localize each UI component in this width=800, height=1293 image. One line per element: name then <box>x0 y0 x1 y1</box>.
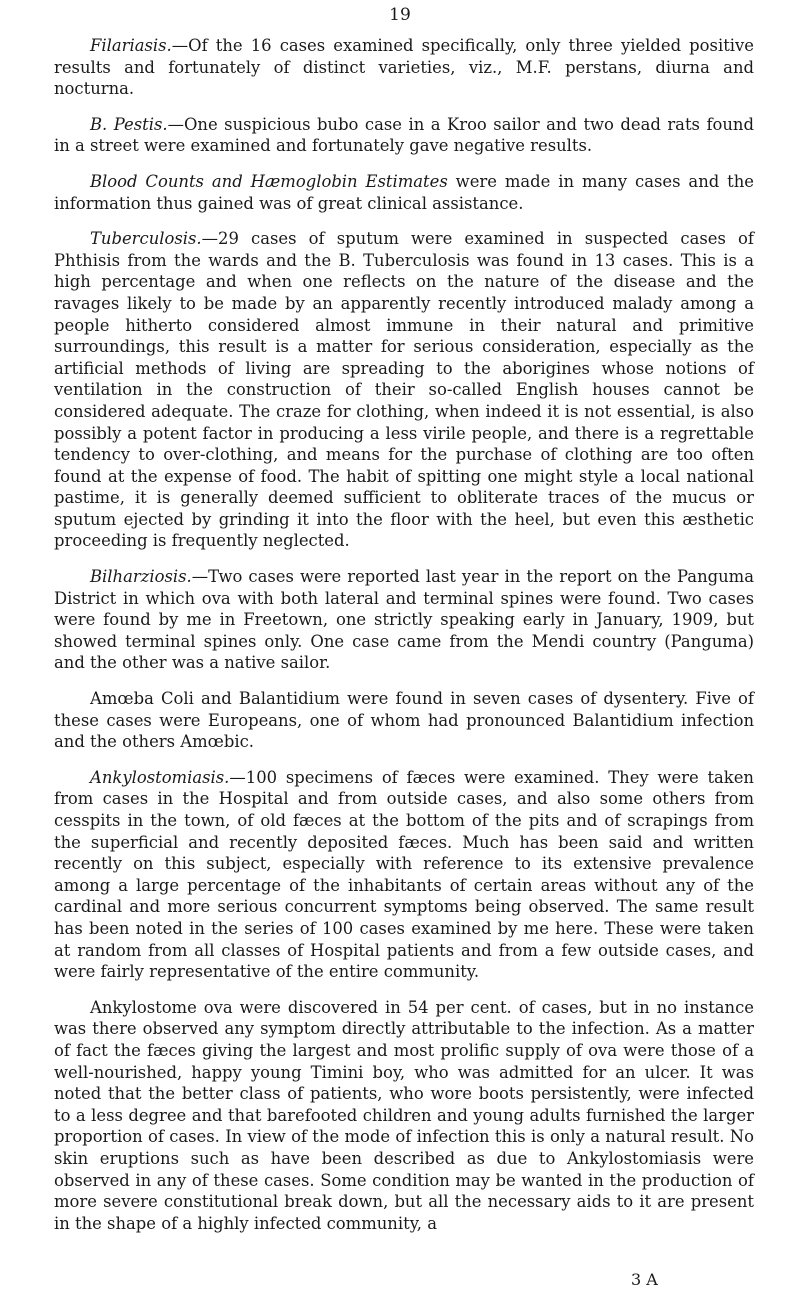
paragraph-pestis <box>54 114 754 157</box>
heading-bilharziosis: Bilharziosis. <box>90 567 192 587</box>
page-number: 19 <box>389 5 411 25</box>
text-filariasis: —Of the 16 cases examined specifically, only three yielded positive results and fortunately of distinct varieties, viz., M.F. perstans, diurna and nocturna. <box>54 36 754 99</box>
text-pestis: —One suspicious bubo case in a Kroo sailor and two dead rats found in a street were examined and fortunately gave negative results. <box>54 114 754 156</box>
text-ankylostome-ova: Ankylostome ova were discovered in 54 per cent. of cases, but in no instance was there observed any symptom directly attributable to the infection. As a matter of fact the fæces giving the largest and most prolific supply of ova were those of a well-nourished, happy young Timini boy, who was admitted for an ulcer. It was noted that the better class of patients, who wore boots persistently, were infected to a less degree and that barefooted children and young adults furnished the larger proportion of cases. In view of the mode of infection this is only a natural result. No skin eruptions such as have been described as due to Ankylostomiasis were observed in any of these cases. Some condition may be wanted in the production of more severe constitutional break down, but all the necessary aids to it are present in the shape of a highly infected community, a <box>54 997 754 1233</box>
text-bilharziosis: —Two cases were reported last year in the report on the Panguma District in which ova with both lateral and terminal spines were found. Two cases were found by me in Freetown, one strictly speaking early in January, 1909, but showed terminal spines only. One case came from the Mendi country (Panguma) and the other was a native sailor. <box>54 567 754 673</box>
heading-pestis: B. Pestis. <box>90 114 168 134</box>
signature-mark: 3 A <box>631 1270 658 1289</box>
paragraph-bilharziosis <box>54 566 754 674</box>
paragraph-blood-counts <box>54 171 754 214</box>
heading-ankylostomiasis: Ankylostomiasis. <box>90 767 230 787</box>
text-amoeba: Amœba Coli and Balantidium were found in seven cases of dysentery. Five of these cases were Europeans, one of whom had pronounced Balantidium infection and the others Amœbic. <box>54 689 754 752</box>
paragraph-ankylostome-ova <box>54 997 754 1235</box>
paragraph-tuberculosis <box>54 228 754 552</box>
paragraph-filariasis <box>54 35 754 100</box>
paragraph-amoeba <box>54 688 754 753</box>
heading-blood-counts: Blood Counts and Hæmoglobin Estimates <box>90 171 448 191</box>
body-text <box>54 35 754 1234</box>
heading-tuberculosis: Tuberculosis. <box>90 229 202 249</box>
text-tuberculosis: —29 cases of sputum were examined in suspected cases of Phthisis from the wards and the B. Tuberculosis was found in 13 cases. This is a high percentage and when one reflects on the nature of the disease and the ravages likely to be made by an apparently recently introduced malady among a people hitherto considered almost immune in their natural and primitive surroundings, this result is a matter for serious consideration, especially as the artificial methods of living are spreading to the aborigines whose notions of ventilation in the construction of their so-called English houses cannot be considered adequate. The craze for clothing, when indeed it is not essential, is also possibly a potent factor in producing a less virile people, and there is a regrettable tendency to over-clothing, and means for the purchase of clothing are too often found at the expense of food. The habit of spitting one might style a local national pastime, it is generally deemed sufficient to obliterate traces of the mucus or sputum ejected by grinding it into the floor with the heel, but even this æsthetic proceeding is frequently neglected. <box>54 229 754 551</box>
text-blood-counts: were made in many cases and the information thus gained was of great clinical assistance. <box>54 171 755 213</box>
paragraph-ankylostomiasis <box>54 767 754 983</box>
heading-filariasis: Filariasis. <box>90 36 172 55</box>
text-ankylostomiasis: —100 specimens of fæces were examined. They were taken from cases in the Hospital and from outside cases, and also some others from cesspits in the town, of old fæces at the bottom of the pits and of scrapings from the superficial and recently deposited fæces. Much has been said and written recently on this subject, especially with reference to its extensive prevalence among a large percentage of the inhabitants of certain areas without any of the cardinal and more serious concurrent symptoms being observed. The same result has been noted in the series of 100 cases examined by me here. These were taken at random from all classes of Hospital patients and from a few outside cases, and were fairly representative of the entire community. <box>54 767 754 982</box>
